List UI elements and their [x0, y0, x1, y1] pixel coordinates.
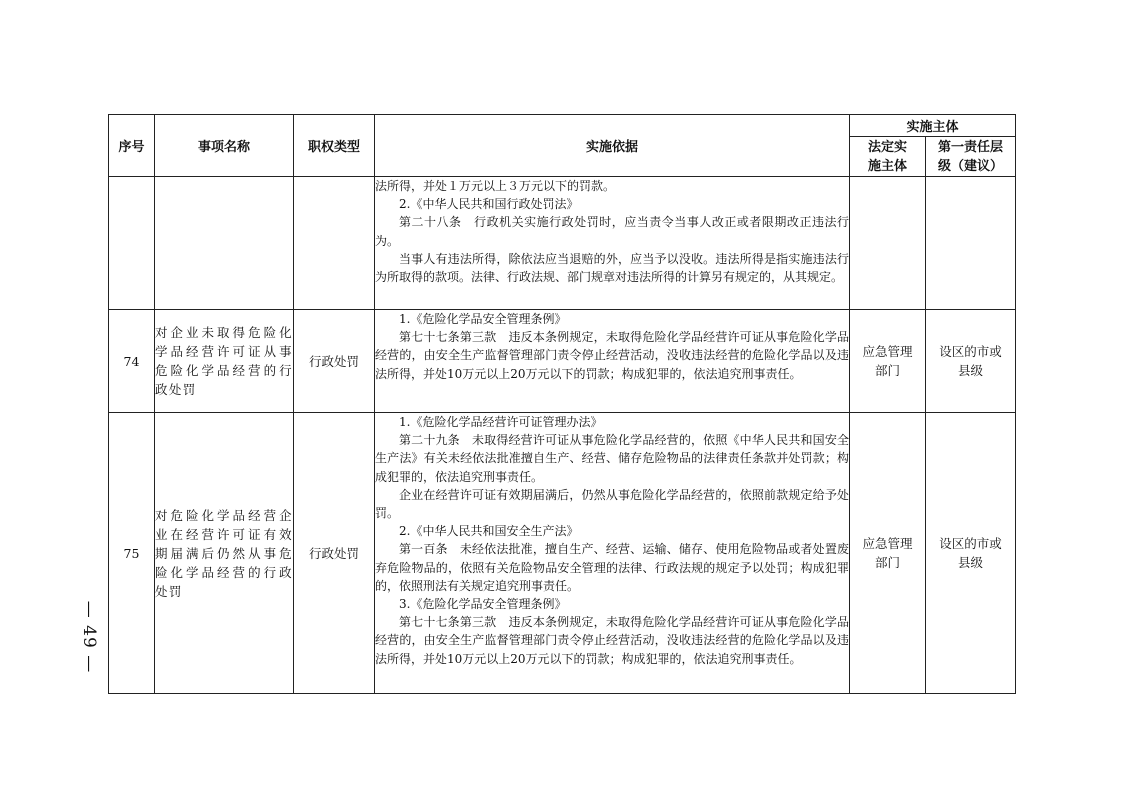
row-type: 行政处罚 [294, 310, 375, 413]
header-index: 序号 [109, 115, 155, 177]
basis-paragraph: 2.《中华人民共和国行政处罚法》 [399, 197, 579, 212]
row-first-level-text: 设区的市或县级 [939, 536, 1002, 570]
row-legal-subject-text: 应急管理部门 [862, 344, 913, 378]
basis-paragraph: 3.《危险化学品安全管理条例》 [399, 597, 567, 612]
row-type [294, 177, 375, 310]
row-first-level-text: 设区的市或县级 [939, 344, 1002, 378]
row-name [155, 177, 294, 310]
basis-paragraph: 第二十九条 未取得经营许可证从事危险化学品经营的，依照《中华人民共和国安全生产法》有关未经依法批准擅自生产、经营、储存危险物品的法律责任条款并处罚款；构成犯罪的，依法追究刑事责任。 [375, 433, 849, 484]
table-row [109, 413, 1016, 694]
row-basis [375, 310, 850, 413]
row-legal-subject [850, 310, 926, 413]
row-name: 对危险化学品经营企业在经营许可证有效期届满后仍然从事危险化学品经营的行政处罚 [155, 413, 294, 694]
row-index: 74 [109, 310, 155, 413]
authority-table [108, 114, 1016, 694]
header-subject: 实施主体 [850, 115, 1016, 137]
header-legal-subject-text: 法定实施主体 [867, 139, 907, 174]
header-name: 事项名称 [155, 115, 294, 177]
row-legal-subject [850, 413, 926, 694]
page-number-text: — 49 — [79, 600, 100, 674]
basis-paragraph: 第一百条 未经依法批准，擅自生产、经营、运输、储存、使用危险物品或者处置废弃危险物品的，依照有关危险物品安全管理的法律、行政法规的规定予以处罚；构成犯罪的，依照刑法有关规定追究刑事责任。 [375, 542, 849, 593]
basis-paragraph: 第七十七条第三款 违反本条例规定，未取得危险化学品经营许可证从事危险化学品经营的，由安全生产监督管理部门责令停止经营活动，没收违法经营的危险化学品以及违法所得，并处10万元以上20万元以下的罚款；构成犯罪的，依法追究刑事责任。 [375, 330, 849, 381]
row-name: 对企业未取得危险化学品经营许可证从事危险化学品经营的行政处罚 [155, 310, 294, 413]
row-legal-subject-text: 应急管理部门 [862, 536, 913, 570]
row-index [109, 177, 155, 310]
basis-paragraph: 企业在经营许可证有效期届满后，仍然从事危险化学品经营的，依照前款规定给予处罚。 [375, 487, 849, 521]
basis-paragraph: 当事人有违法所得，除依法应当退赔的外，应当予以没收。违法所得是指实施违法行为所取得的款项。法律、行政法规、部门规章对违法所得的计算另有规定的，从其规定。 [375, 251, 849, 285]
header-first-level-text: 第一责任层级（建议） [937, 139, 1003, 174]
table-row [109, 310, 1016, 413]
row-legal-subject [850, 177, 926, 310]
page-number [76, 592, 102, 682]
basis-paragraph: 第二十八条 行政机关实施行政处罚时，应当责令当事人改正或者限期改正违法行为。 [375, 215, 849, 248]
row-type: 行政处罚 [294, 413, 375, 694]
row-first-level [926, 310, 1016, 413]
header-basis: 实施依据 [375, 115, 850, 177]
basis-paragraph: 第七十七条第三款 违反本条例规定，未取得危险化学品经营许可证从事危险化学品经营的，由安全生产监督管理部门责令停止经营活动，没收违法经营的危险化学品以及违法所得，并处10万元以上20万元以下的罚款；构成犯罪的，依法追究刑事责任。 [375, 615, 849, 666]
row-basis [375, 413, 850, 694]
basis-paragraph: 法所得，并处１万元以上３万元以下的罚款。 [375, 179, 616, 193]
table-row [109, 177, 1016, 310]
basis-paragraph: 1.《危险化学品经营许可证管理办法》 [399, 415, 603, 429]
basis-paragraph: 1.《危险化学品安全管理条例》 [399, 312, 567, 326]
basis-paragraph: 2.《中华人民共和国安全生产法》 [399, 524, 579, 539]
row-first-level [926, 177, 1016, 310]
row-index: 75 [109, 413, 155, 694]
header-type: 职权类型 [294, 115, 375, 177]
header-legal-subject [850, 137, 926, 177]
row-basis [375, 177, 850, 310]
row-first-level [926, 413, 1016, 694]
header-first-level [926, 137, 1016, 177]
